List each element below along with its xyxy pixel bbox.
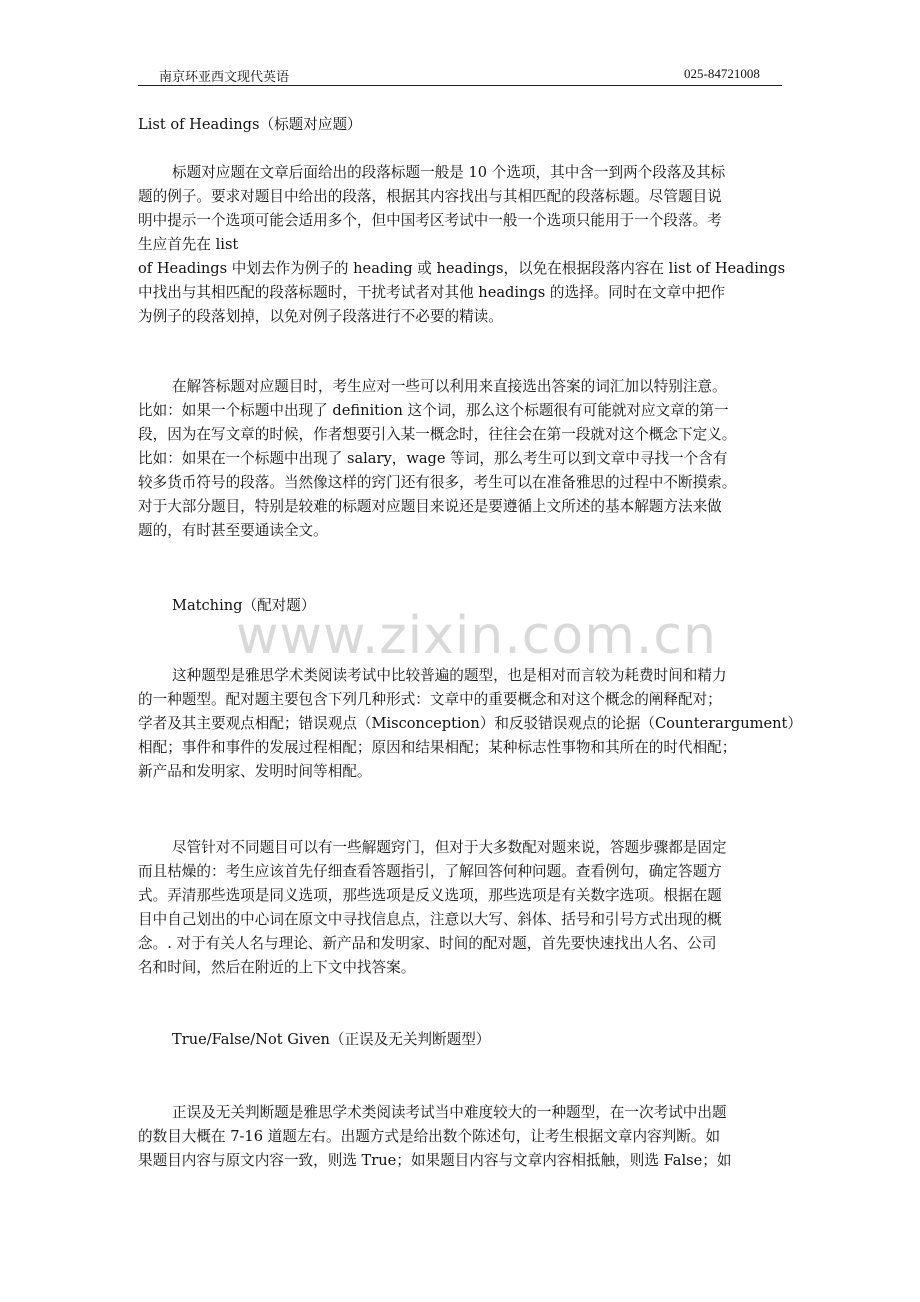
paragraph-1 bbox=[138, 161, 784, 329]
header-organization: 南京环亚西文现代英语 bbox=[159, 70, 290, 85]
paragraph-line: 题的，有时甚至要通读全文。 bbox=[138, 522, 328, 539]
paragraph-line: 这种题型是雅思学术类阅读考试中比较普遍的题型，也是相对而言较为耗费时间和精力 bbox=[172, 667, 727, 684]
paragraph-line: 目中自己划出的中心词在原文中寻找信息点，注意以大写、斜体、括号和引号方式出现的概 bbox=[138, 911, 722, 928]
paragraph-line: 比如：如果一个标题中出现了 definition 这个词，那么这个标题很有可能就对应文章的第一 bbox=[138, 402, 729, 419]
paragraph-3 bbox=[138, 664, 802, 784]
paragraph-line: 在解答标题对应题目时，考生应对一些可以利用来直接选出答案的词汇加以特别注意。 bbox=[172, 378, 727, 395]
paragraph-line: 而且枯燥的：考生应该首先仔细查看答题指引，了解回答何种问题。查看例句，确定答题方 bbox=[138, 863, 722, 880]
paragraph-line: 新产品和发明家、发明时间等相配。 bbox=[138, 763, 372, 780]
watermark-text: www.zixin.com.cn bbox=[236, 606, 717, 666]
paragraph-2 bbox=[138, 375, 784, 543]
header-divider bbox=[138, 85, 782, 86]
paragraph-line: 题的例子。要求对题目中给出的段落，根据其内容找出与其相匹配的段落标题。尽管题目说 bbox=[138, 188, 722, 205]
paragraph-line: of Headings 中划去作为例子的 heading 或 headings，以免在根据段落内容在 list of Headings bbox=[138, 260, 786, 277]
header-phone: 025-84721008 bbox=[684, 66, 760, 81]
paragraph-line: 较多货币符号的段落。当然像这样的窍门还有很多，考生可以在准备雅思的过程中不断摸索。 bbox=[138, 474, 737, 491]
paragraph-line: 果题目内容与原文内容一致，则选 True；如果题目内容与文章内容相抵触，则选 False；如 bbox=[138, 1152, 732, 1169]
section-heading-list-of-headings: List of Headings（标题对应题） bbox=[138, 116, 362, 133]
section-heading-matching: Matching（配对题） bbox=[172, 597, 316, 614]
paragraph-line: 尽管针对不同题目可以有一些解题窍门，但对于大多数配对题来说，答题步骤都是固定 bbox=[172, 839, 727, 856]
paragraph-line: 的数目大概在 7-16 道题左右。出题方式是给出数个陈述句，让考生根据文章内容判断。如 bbox=[138, 1128, 721, 1145]
paragraph-line: 为例子的段落划掉，以免对例子段落进行不必要的精读。 bbox=[138, 308, 503, 325]
paragraph-line: 念。. 对于有关人名与理论、新产品和发明家、时间的配对题，首先要快速找出人名、公司 bbox=[138, 935, 717, 952]
paragraph-5 bbox=[138, 1101, 784, 1173]
paragraph-line: 段，因为在写文章的时候，作者想要引入某一概念时，往往会在第一段就对这个概念下定义。 bbox=[138, 426, 737, 443]
paragraph-line: 名和时间，然后在附近的上下文中找答案。 bbox=[138, 959, 416, 976]
paragraph-line: 标题对应题在文章后面给出的段落标题一般是 10 个选项，其中含一到两个段落及其标 bbox=[172, 164, 726, 181]
paragraph-line: 正误及无关判断题是雅思学术类阅读考试当中难度较大的一种题型，在一次考试中出题 bbox=[172, 1104, 727, 1121]
paragraph-line: 对于大部分题目，特别是较难的标题对应题目来说还是要遵循上文所述的基本解题方法来做 bbox=[138, 498, 722, 515]
paragraph-line: 比如：如果在一个标题中出现了 salary，wage 等词，那么考生可以到文章中寻找一个含有 bbox=[138, 450, 728, 467]
section-heading-true-false-not-given: True/False/Not Given（正误及无关判断题型） bbox=[172, 1031, 491, 1048]
paragraph-line: 明中提示一个选项可能会适用多个，但中国考区考试中一般一个选项只能用于一个段落。考 bbox=[138, 212, 722, 229]
paragraph-line: 相配；事件和事件的发展过程相配；原因和结果相配；某种标志性事物和其所在的时代相配； bbox=[138, 739, 737, 756]
paragraph-line: 式。弄清那些选项是同义选项，那些选项是反义选项，那些选项是有关数字选项。根据在题 bbox=[138, 887, 722, 904]
paragraph-line: 生应首先在 list bbox=[138, 236, 239, 253]
paragraph-line: 的一种题型。配对题主要包含下列几种形式：文章中的重要概念和对这个概念的阐释配对； bbox=[138, 691, 722, 708]
paragraph-4 bbox=[138, 836, 784, 980]
paragraph-line: 学者及其主要观点相配；错误观点（Misconception）和反驳错误观点的论据（Counterargument） bbox=[138, 715, 802, 732]
paragraph-line: 中找出与其相匹配的段落标题时，干扰考试者对其他 headings 的选择。同时在文章中把作 bbox=[138, 284, 726, 301]
